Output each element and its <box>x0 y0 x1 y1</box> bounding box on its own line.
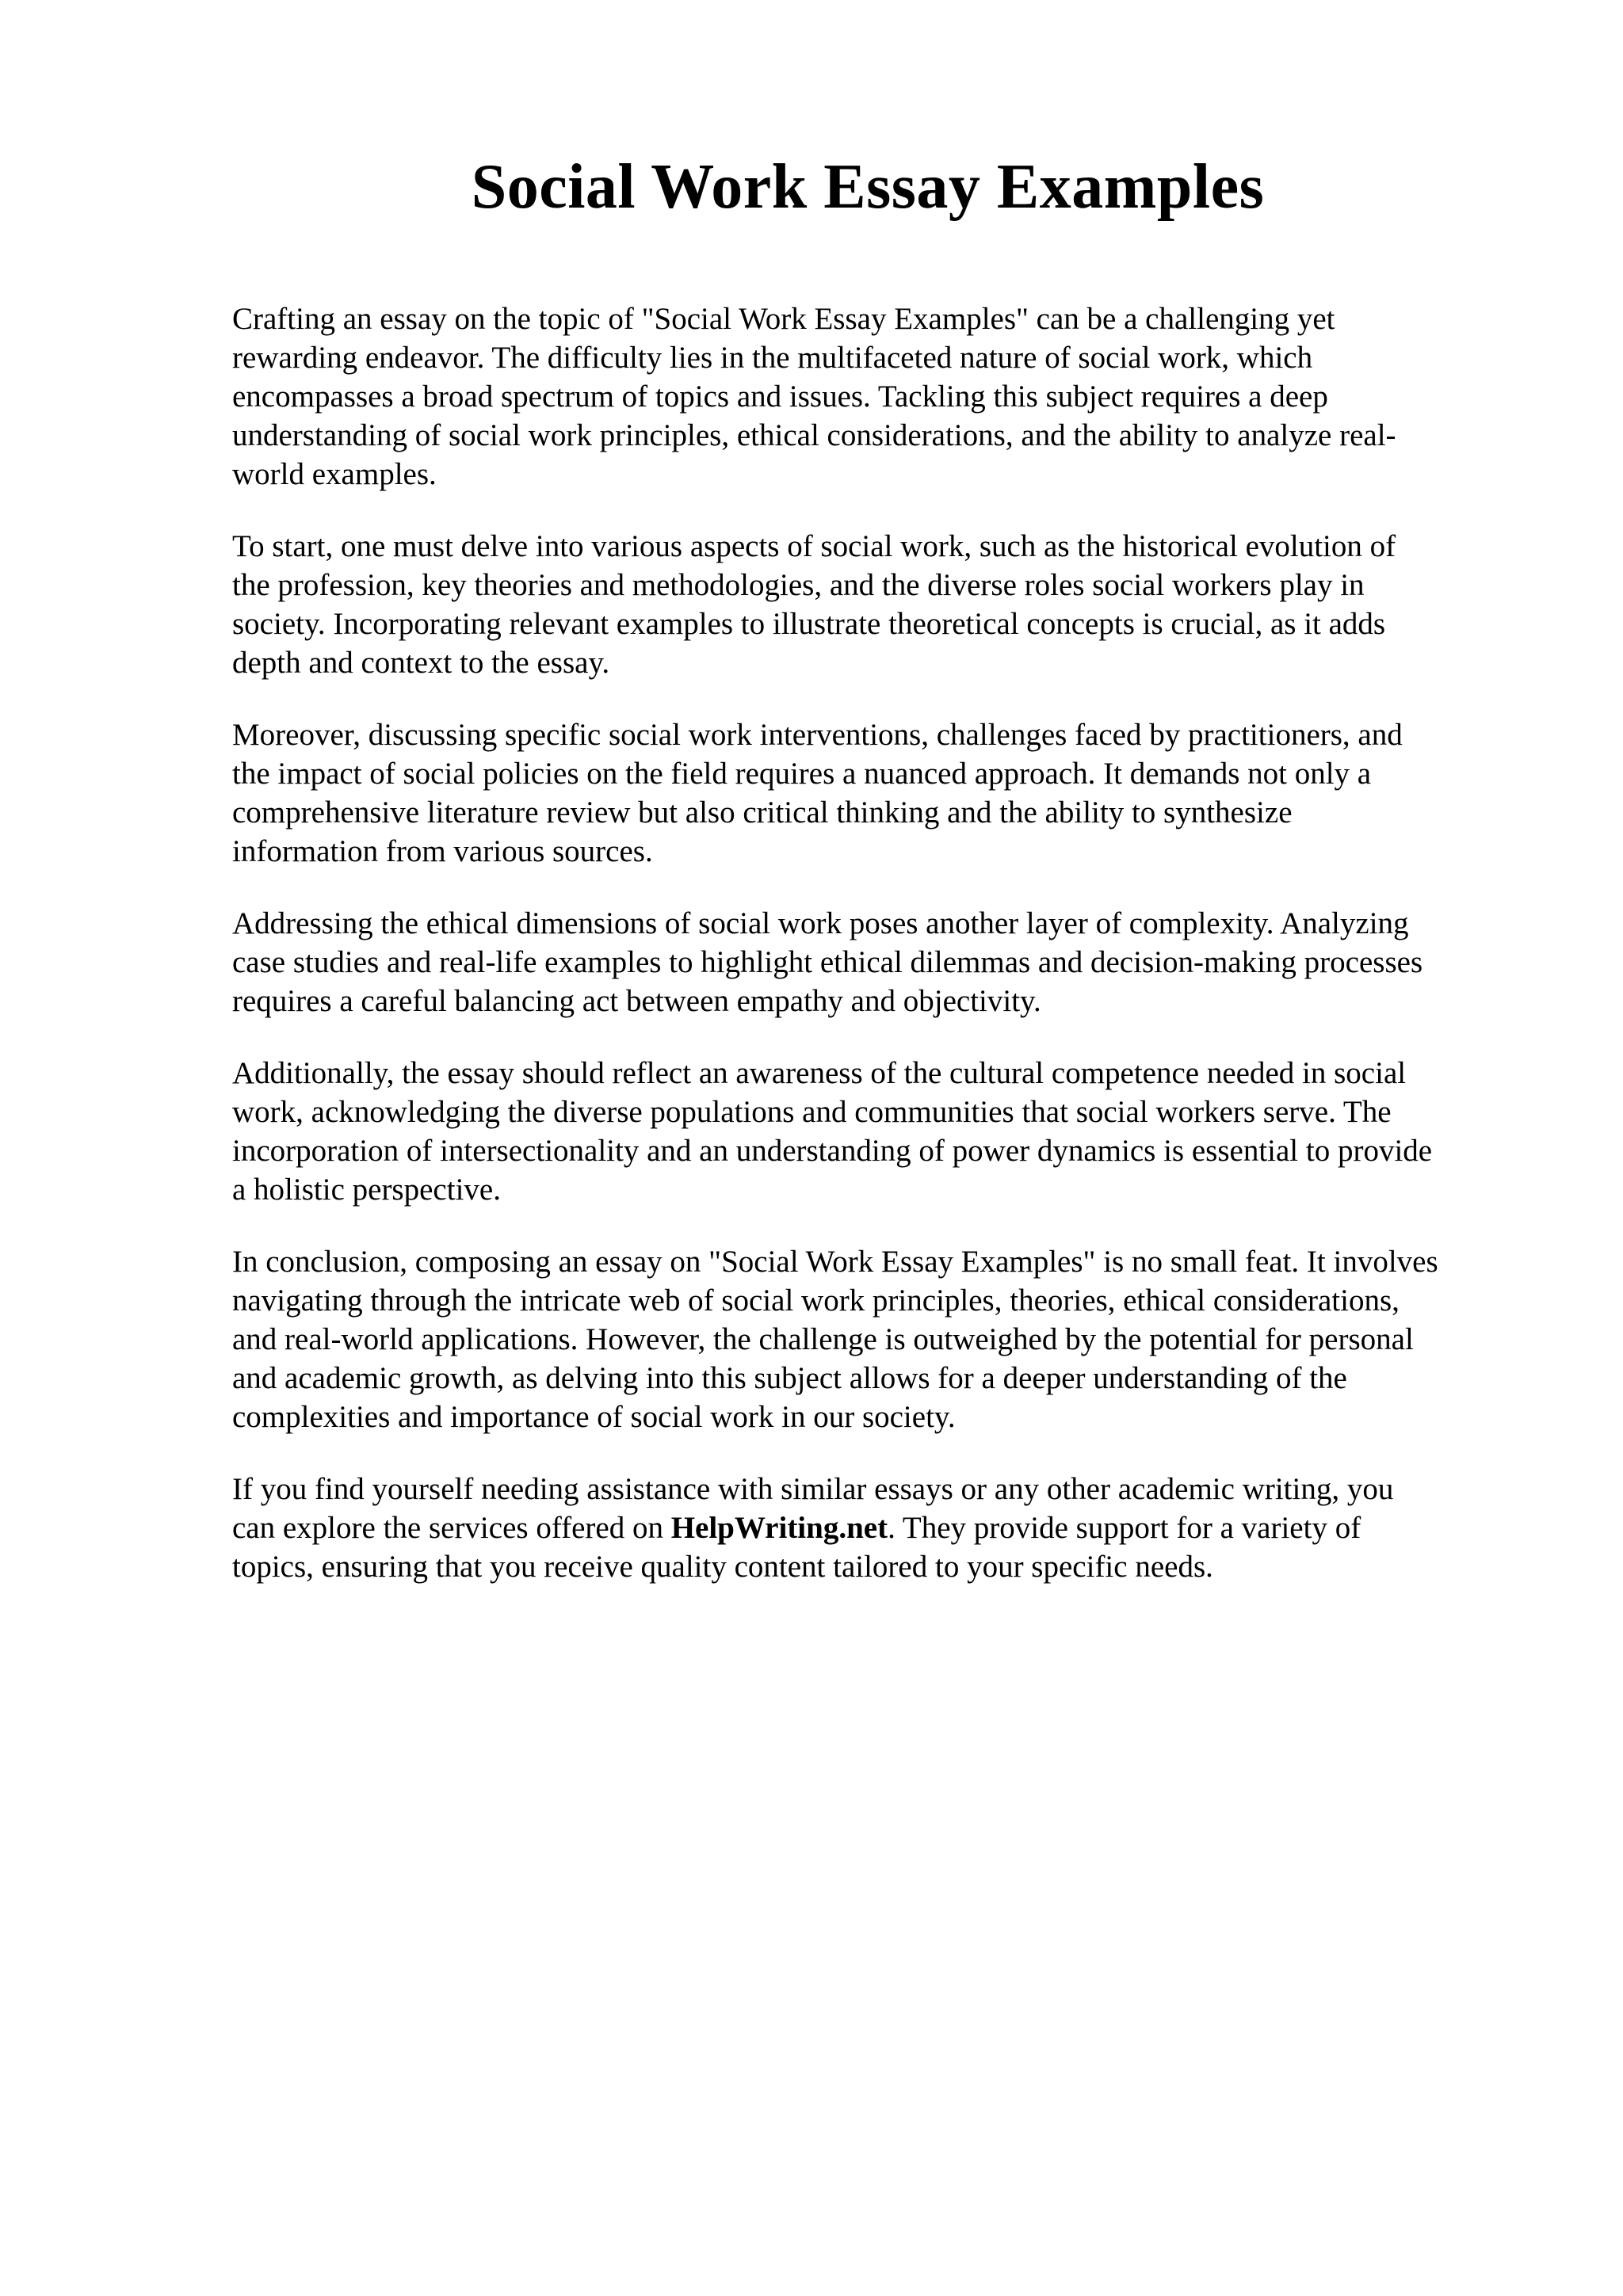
text-line: incorporation of intersectionality and an understanding of power dynamics is essential to provide <box>232 1134 1433 1168</box>
paragraph-conclusion <box>232 1242 1564 1436</box>
paragraph-intro <box>232 299 1564 494</box>
text-line: Moreover, discussing specific social work interventions, challenges faced by practitioners, and <box>232 718 1403 752</box>
text-line: encompasses a broad spectrum of topics and issues. Tackling this subject requires a deep <box>232 379 1328 414</box>
text-line: In conclusion, composing an essay on "Social Work Essay Examples" is no small feat. It involves <box>232 1245 1438 1279</box>
text-line: information from various sources. <box>232 834 653 868</box>
paragraph-start <box>232 527 1564 682</box>
essay-body <box>232 299 1564 1619</box>
text-line: comprehensive literature review but also critical thinking and the ability to synthesize <box>232 795 1293 830</box>
page-title: Social Work Essay Examples <box>471 152 1265 222</box>
closing-text-after: . They provide support for a variety of <box>888 1511 1361 1545</box>
paragraph-moreover <box>232 715 1564 871</box>
text-line: navigating through the intricate web of social work principles, theories, ethical considerations, <box>232 1283 1400 1318</box>
text-line-with-link <box>232 1508 1564 1547</box>
text-line: requires a careful balancing act between empathy and objectivity. <box>232 984 1041 1018</box>
text-line: and academic growth, as delving into this subject allows for a deeper understanding of the <box>232 1361 1347 1395</box>
text-line: the profession, key theories and methodologies, and the diverse roles social workers play in <box>232 568 1365 602</box>
text-line: rewarding endeavor. The difficulty lies in the multifaceted nature of social work, which <box>232 341 1313 375</box>
text-line: world examples. <box>232 457 437 491</box>
closing-text-before: can explore the services offered on <box>232 1511 671 1545</box>
text-line: depth and context to the essay. <box>232 646 610 680</box>
text-line: case studies and real-life examples to highlight ethical dilemmas and decision-making processes <box>232 945 1423 979</box>
text-line: topics, ensuring that you receive quality content tailored to your specific needs. <box>232 1550 1213 1584</box>
text-line: Additionally, the essay should reflect an awareness of the cultural competence needed in social <box>232 1056 1407 1090</box>
text-line: To start, one must delve into various aspects of social work, such as the historical evolution of <box>232 529 1396 563</box>
text-line: a holistic perspective. <box>232 1173 501 1207</box>
text-line: Crafting an essay on the topic of "Social Work Essay Examples" can be a challenging yet <box>232 302 1335 336</box>
text-line: If you find yourself needing assistance with similar essays or any other academic writing, you <box>232 1472 1394 1506</box>
paragraph-ethics <box>232 904 1564 1020</box>
text-line: understanding of social work principles, ethical considerations, and the ability to analyze real- <box>232 418 1396 452</box>
text-line: the impact of social policies on the field requires a nuanced approach. It demands not only a <box>232 757 1372 791</box>
text-line: complexities and importance of social work in our society. <box>232 1400 956 1434</box>
text-line: society. Incorporating relevant examples to illustrate theoretical concepts is crucial, as it adds <box>232 607 1386 641</box>
text-line: Addressing the ethical dimensions of social work poses another layer of complexity. Analyzing <box>232 906 1409 940</box>
paragraph-closing <box>232 1470 1564 1586</box>
text-line: and real-world applications. However, the challenge is outweighed by the potential for personal <box>232 1322 1414 1356</box>
paragraph-culture <box>232 1054 1564 1209</box>
text-line: work, acknowledging the diverse populations and communities that social workers serve. The <box>232 1095 1392 1129</box>
helpwriting-link[interactable]: HelpWriting.net <box>670 1511 888 1545</box>
